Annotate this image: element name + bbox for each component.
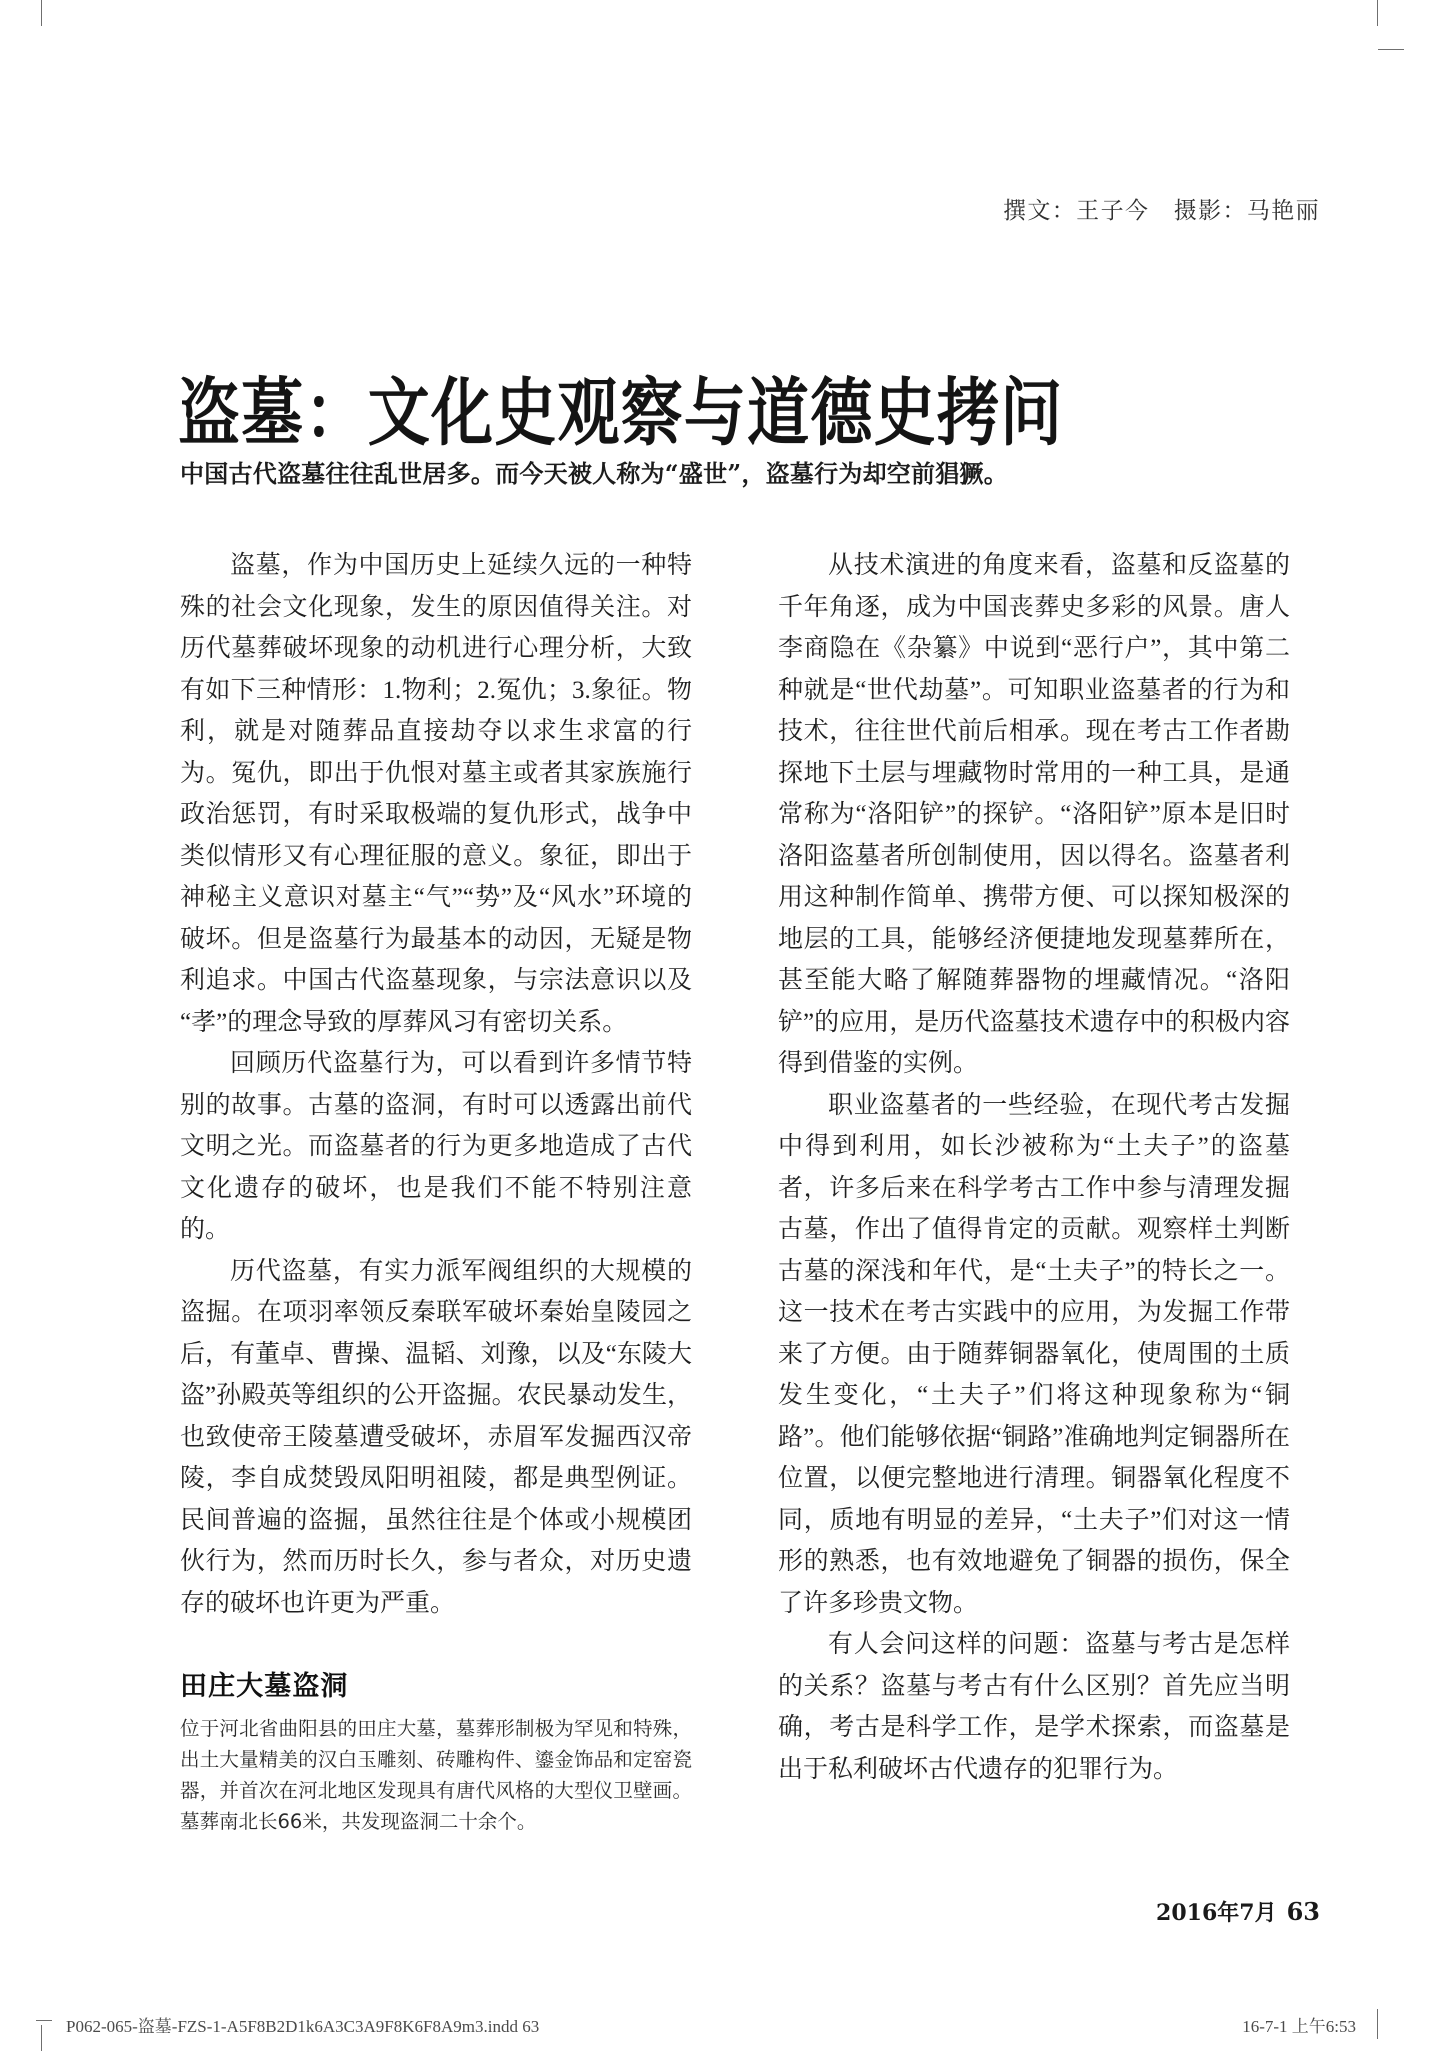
body-paragraph: 职业盗墓者的一些经验，在现代考古发掘中得到利用，如长沙被称为“土夫子”的盗墓者，许多后来在科学考古工作中参与清理发掘古墓，作出了值得肯定的贡献。观察样土判断古墓的深浅和年代，是“土夫子”的特长之一。这一技术在考古实践中的应用，为发掘工作带来了方便。由于随葬铜器氧化，使周围的土质发生变化，“土夫子”们将这种现象称为“铜路”。他们能够依据“铜路”准确地判定铜器所在位置，以便完整地进行清理。铜器氧化程度不同，质地有明显的差异，“土夫子”们对这一情形的熟悉，也有效地避免了铜器的损伤，保全了许多珍贵文物。 [778, 1091, 1290, 1617]
crop-mark-top-right-h [1378, 49, 1404, 50]
crop-mark-left-tick [36, 2020, 52, 2021]
footer-divider [52, 1998, 1388, 1999]
body-paragraph: 盗墓，作为中国历史上延续久远的一种特殊的社会文化现象，发生的原因值得关注。对历代墓葬破坏现象的动机进行心理分析，大致有如下三种情形：1.物利；2.冤仇；3.象征。物利，就是对随葬品直接劫夺以求生求富的行为。冤仇，即出于仇恨对墓主或者其家族施行政治惩罚，有时采取极端的复仇形式，战争中类似情形又有心理征服的意义。象征，即出于神秘主义意识对墓主“气”“势”及“风水”环境的破坏。但是盗墓行为最基本的动因，无疑是物利追求。中国古代盗墓现象，与宗法意识以及“孝”的理念导致的厚葬风习有密切关系。 [180, 552, 692, 1036]
folio-issue-date: 2016年7月 [1156, 1900, 1277, 1926]
crop-mark-bottom-left [41, 2025, 42, 2051]
figure-caption: 位于河北省曲阳县的田庄大墓，墓葬形制极为罕见和特殊，出土大量精美的汉白玉雕刻、砖雕构件、鎏金饰品和定窑瓷器，并首次在河北地区发现具有唐代风格的大型仪卫壁画。墓葬南北长66米，共发现盗洞二十余个。 [180, 1717, 692, 1833]
page-title: 盗墓：文化史观察与道德史拷问 [178, 368, 1064, 456]
section-subheading: 田庄大墓盗洞 [180, 1671, 349, 1702]
lede-paragraph: 中国古代盗墓往往乱世居多。而今天被人称为“盛世”，盗墓行为却空前猖獗。 [180, 459, 1009, 488]
crop-mark-top-left [41, 0, 42, 26]
page-number: 63 [1286, 1897, 1320, 1926]
article-columns [180, 545, 1290, 1865]
byline: 撰文：王子今 摄影：马艳丽 [1003, 197, 1320, 223]
print-slug-timestamp: 16-7-1 上午6:53 [1242, 2017, 1356, 2036]
folio [1156, 1896, 1320, 1927]
column-left [180, 545, 692, 1837]
body-paragraph: 有人会问这样的问题：盗墓与考古是怎样的关系？盗墓与考古有什么区别？首先应当明确，考古是科学工作，是学术探索，而盗墓是出于私利破坏古代遗存的犯罪行为。 [778, 1631, 1290, 1783]
print-slug-filename: P062-065-盗墓-FZS-1-A5F8B2D1k6A3C3A9F8K6F8A9m3.indd 63 [66, 2017, 540, 2036]
column-right [778, 545, 1290, 1790]
crop-mark-footer-right [1377, 2009, 1378, 2039]
crop-mark-top-right-v [1377, 0, 1378, 26]
body-paragraph: 回顾历代盗墓行为，可以看到许多情节特别的故事。古墓的盗洞，有时可以透露出前代文明之光。而盗墓者的行为更多地造成了古代文化遗存的破坏，也是我们不能不特别注意的。 [180, 1050, 692, 1243]
body-paragraph: 从技术演进的角度来看，盗墓和反盗墓的千年角逐，成为中国丧葬史多彩的风景。唐人李商隐在《杂纂》中说到“恶行户”，其中第二种就是“世代劫墓”。可知职业盗墓者的行为和技术，往往世代前后相承。现在考古工作者勘探地下土层与埋藏物时常用的一种工具，是通常称为“洛阳铲”的探铲。“洛阳铲”原本是旧时洛阳盗墓者所创制使用，因以得名。盗墓者利用这种制作简单、携带方便、可以探知极深的地层的工具，能够经济便捷地发现墓葬所在，甚至能大略了解随葬器物的埋藏情况。“洛阳铲”的应用，是历代盗墓技术遗存中的积极内容得到借鉴的实例。 [778, 552, 1290, 1077]
body-paragraph: 历代盗墓，有实力派军阀组织的大规模的盗掘。在项羽率领反秦联军破坏秦始皇陵园之后，有董卓、曹操、温韬、刘豫，以及“东陵大盗”孙殿英等组织的公开盗掘。农民暴动发生，也致使帝王陵墓遭受破坏，赤眉军发掘西汉帝陵，李自成焚毁凤阳明祖陵，都是典型例证。民间普遍的盗掘，虽然往往是个体或小规模团伙行为，然而历时长久，参与者众，对历史遗存的破坏也许更为严重。 [180, 1257, 692, 1617]
